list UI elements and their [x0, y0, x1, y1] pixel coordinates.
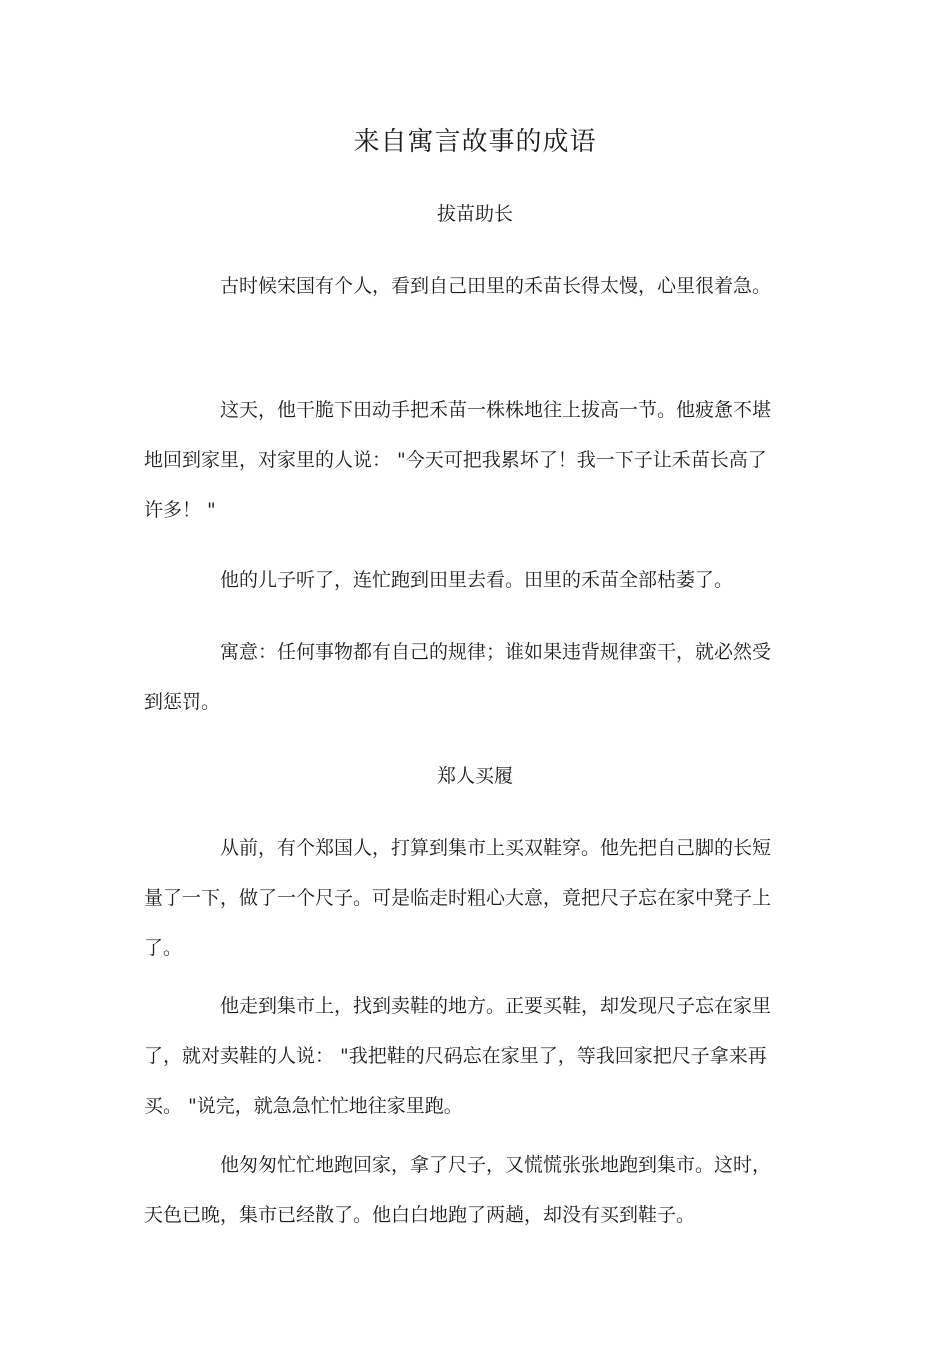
story-2-paragraph-2: 他走到集市上，找到卖鞋的地方。正要买鞋，却发现尺子忘在家里了，就对卖鞋的人说： "我把鞋的尺码忘在家里了，等我回家把尺子拿来再买。 "说完，就急急忙忙地往家里跑。 — [144, 995, 772, 1117]
document-title: 来自寓言故事的成语 — [353, 127, 597, 157]
story-1-paragraph-3: 他的儿子听了，连忙跑到田里去看。田里的禾苗全部枯萎了。 — [220, 569, 734, 591]
story-2-paragraph-1: 从前，有个郑国人，打算到集市上买双鞋穿。他先把自己脚的长短量了一下，做了一个尺子。可是临走时粗心大意，竟把尺子忘在家中凳子上了。 — [144, 837, 772, 959]
story-1-paragraph-2: 这天，他干脆下田动手把禾苗一株株地往上拔高一节。他疲惫不堪地回到家里，对家里的人说： "今天可把我累坏了！我一下子让禾苗长高了许多！ " — [144, 399, 772, 521]
story-1-paragraph-4: 寓意：任何事物都有自己的规律；谁如果违背规律蛮干，就必然受到惩罚。 — [144, 641, 772, 713]
story-heading-1: 拔苗助长 — [436, 203, 513, 225]
story-2-paragraph-3: 他匆匆忙忙地跑回家，拿了尺子，又慌慌张张地跑到集市。这时，天色已晚，集市已经散了。他白白地跑了两趟，却没有买到鞋子。 — [144, 1154, 772, 1226]
story-heading-2: 郑人买履 — [436, 765, 513, 787]
story-1-paragraph-1: 古时候宋国有个人，看到自己田里的禾苗长得太慢，心里很着急。 — [220, 275, 772, 297]
